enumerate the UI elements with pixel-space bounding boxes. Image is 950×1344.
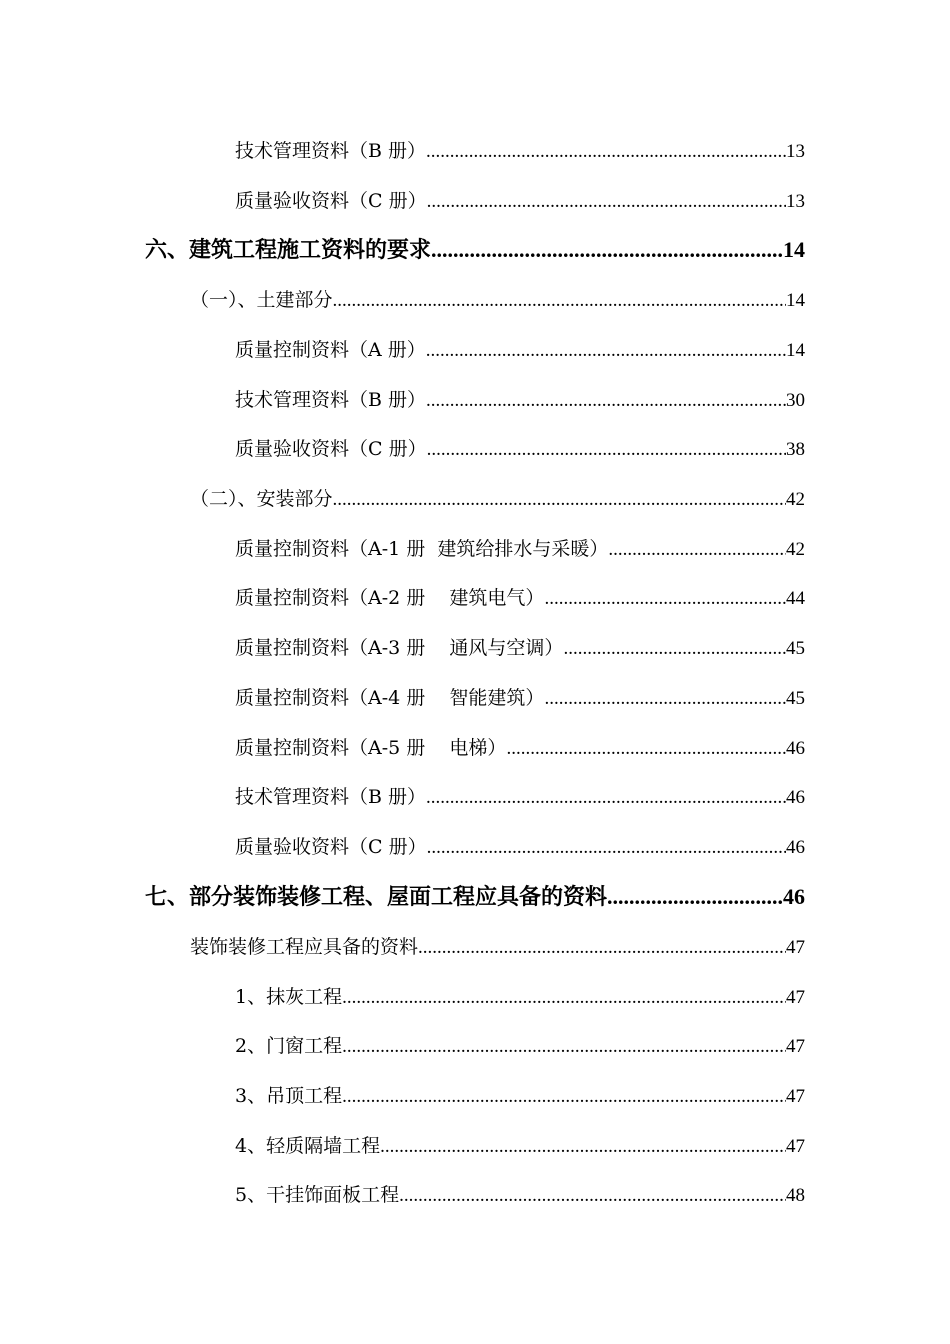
toc-entry-text: 技术管理资料（B 册） xyxy=(235,389,427,411)
toc-leader-dots xyxy=(426,781,786,814)
toc-leader-dots xyxy=(418,931,786,964)
toc-entry[interactable] xyxy=(235,1129,805,1163)
toc-entry-text: 1、抹灰工程 xyxy=(235,986,343,1008)
toc-entry[interactable] xyxy=(235,1079,805,1113)
toc-entry-text: 质量验收资料（C 册） xyxy=(235,190,427,212)
toc-page-number: 47 xyxy=(786,1036,805,1057)
toc-leader-dots xyxy=(333,284,786,317)
toc-leader-dots xyxy=(608,533,786,566)
toc-leader-dots xyxy=(506,732,786,765)
toc-page-number: 38 xyxy=(786,439,805,460)
toc-page-number: 14 xyxy=(786,340,805,361)
toc-page-number: 13 xyxy=(786,191,805,212)
toc-entry[interactable] xyxy=(235,333,805,367)
toc-entry[interactable] xyxy=(235,1178,805,1212)
toc-page-number: 46 xyxy=(786,787,805,808)
toc-leader-dots xyxy=(427,831,786,864)
toc-page-number: 47 xyxy=(786,1086,805,1107)
toc-entry[interactable] xyxy=(235,731,805,765)
toc-page-number: 45 xyxy=(786,638,805,659)
toc-entry[interactable] xyxy=(235,581,805,615)
toc-entry-text: 七、部分装饰装修工程、屋面工程应具备的资料 xyxy=(145,884,608,910)
toc-entry-text: 六、建筑工程施工资料的要求 xyxy=(145,237,432,263)
toc-entry-text: 质量验收资料（C 册） xyxy=(235,438,427,460)
toc-page-number: 45 xyxy=(786,688,805,709)
toc-page-number: 47 xyxy=(786,1136,805,1157)
toc-leader-dots xyxy=(427,433,786,466)
toc-leader-dots xyxy=(607,880,783,914)
toc-page-number: 14 xyxy=(786,290,805,311)
toc-leader-dots xyxy=(333,483,786,516)
toc-page-number: 48 xyxy=(786,1185,805,1206)
toc-leader-dots xyxy=(426,135,786,168)
toc-leader-dots xyxy=(399,1179,786,1212)
toc-leader-dots xyxy=(426,334,786,367)
toc-entry[interactable] xyxy=(235,830,805,864)
toc-entry-text: 质量控制资料（A-1 册 建筑给排水与采暖） xyxy=(235,538,609,560)
toc-entry[interactable] xyxy=(235,980,805,1014)
toc-entry-text: 3、吊顶工程 xyxy=(235,1085,343,1107)
toc-entry[interactable] xyxy=(235,532,805,566)
toc-entry[interactable] xyxy=(190,482,805,516)
toc-page-number: 46 xyxy=(786,738,805,759)
toc-entry-text: 2、门窗工程 xyxy=(235,1035,343,1057)
toc-page-number: 47 xyxy=(786,937,805,958)
toc-entry-text: 4、轻质隔墙工程 xyxy=(235,1135,381,1157)
toc-entry-text: （一）、土建部分 xyxy=(190,289,333,311)
toc-leader-dots xyxy=(544,582,786,615)
toc-heading-entry[interactable] xyxy=(145,880,805,914)
toc-page-number: 42 xyxy=(786,489,805,510)
toc-leader-dots xyxy=(380,1130,786,1163)
toc-leader-dots xyxy=(342,1030,786,1063)
toc-entry[interactable] xyxy=(235,681,805,715)
toc-leader-dots xyxy=(342,981,786,1014)
toc-page-number: 44 xyxy=(786,588,805,609)
toc-leader-dots xyxy=(426,384,786,417)
toc-entry-text: （二）、安装部分 xyxy=(190,488,333,510)
toc-page-number: 42 xyxy=(786,539,805,560)
toc-page-number: 47 xyxy=(786,987,805,1008)
toc-entry-text: 质量控制资料（A-2 册 建筑电气） xyxy=(235,587,545,609)
toc-entry-text: 装饰装修工程应具备的资料 xyxy=(190,936,419,958)
toc-entry-text: 质量控制资料（A 册） xyxy=(235,339,426,361)
toc-entry[interactable] xyxy=(235,134,805,168)
toc-page-number: 46 xyxy=(786,837,805,858)
toc-entry[interactable] xyxy=(235,432,805,466)
toc-page-number: 14 xyxy=(783,237,805,262)
toc-entry[interactable] xyxy=(235,383,805,417)
toc-leader-dots xyxy=(563,632,786,665)
toc-leader-dots xyxy=(544,682,786,715)
toc-entry[interactable] xyxy=(190,930,805,964)
toc-page-number: 30 xyxy=(786,390,805,411)
toc-heading-entry[interactable] xyxy=(145,233,805,267)
toc-entry[interactable] xyxy=(190,283,805,317)
toc-entry-text: 质量控制资料（A-3 册 通风与空调） xyxy=(235,637,564,659)
toc-entry[interactable] xyxy=(235,184,805,218)
toc-entry[interactable] xyxy=(235,780,805,814)
toc-page-number: 46 xyxy=(783,884,805,909)
toc-entry[interactable] xyxy=(235,631,805,665)
toc-entry-text: 质量控制资料（A-4 册 智能建筑） xyxy=(235,687,545,709)
toc-entry-text: 质量控制资料（A-5 册 电梯） xyxy=(235,737,507,759)
toc-entry[interactable] xyxy=(235,1029,805,1063)
toc-entry-text: 质量验收资料（C 册） xyxy=(235,836,427,858)
toc-leader-dots xyxy=(342,1080,786,1113)
toc-page-number: 13 xyxy=(786,141,805,162)
toc-entry-text: 技术管理资料（B 册） xyxy=(235,786,427,808)
toc-leader-dots xyxy=(427,185,786,218)
toc-leader-dots xyxy=(431,233,783,267)
toc-entry-text: 5、干挂饰面板工程 xyxy=(235,1184,400,1206)
toc-entry-text: 技术管理资料（B 册） xyxy=(235,140,427,162)
